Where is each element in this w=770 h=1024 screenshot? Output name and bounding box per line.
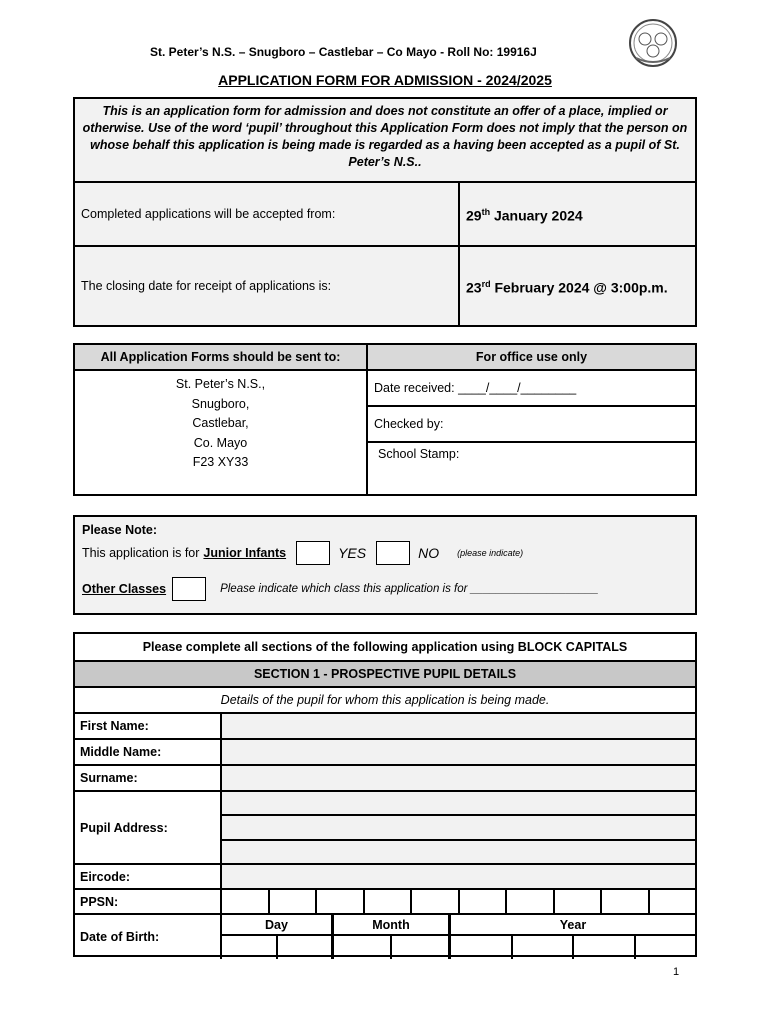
closing-date-label: The closing date for receipt of applications is:	[75, 247, 460, 325]
dob-year-cell[interactable]	[636, 936, 696, 959]
ppsn-char-cell[interactable]	[270, 890, 318, 913]
no-label: NO	[418, 545, 440, 561]
closing-date: 23rd February 2024 @ 3:00p.m.	[466, 278, 668, 296]
accepted-from-row	[75, 183, 695, 247]
ppsn-cells	[222, 890, 695, 913]
ppsn-char-cell[interactable]	[365, 890, 413, 913]
which-class-field[interactable]: Please indicate which class this application is for ____________________	[220, 583, 599, 595]
other-classes-row	[82, 577, 688, 601]
school-header-line: St. Peter’s N.S. – Snugboro – Castlebar – Co Mayo - Roll No: 19916J	[150, 45, 537, 59]
surname-label: Surname:	[75, 766, 222, 790]
dob-month-group	[334, 915, 451, 959]
school-crest-logo	[628, 18, 678, 68]
ppsn-row	[75, 890, 695, 915]
dob-day-group	[222, 915, 334, 959]
date-of-birth-label: Date of Birth:	[75, 915, 222, 959]
yes-label: YES	[338, 545, 367, 561]
send-to-heading: All Application Forms should be sent to:	[75, 345, 366, 371]
eircode-label: Eircode:	[75, 865, 222, 888]
dob-day-cell[interactable]	[222, 936, 278, 959]
address-line-1-field[interactable]	[222, 792, 695, 816]
block-capitals-instruction: Please complete all sections of the following application using BLOCK CAPITALS	[75, 634, 695, 662]
eircode-row	[75, 865, 695, 890]
closing-date-row	[75, 247, 695, 325]
address-line-2-field[interactable]	[222, 816, 695, 840]
middle-name-label: Middle Name:	[75, 740, 222, 764]
middle-name-field[interactable]	[222, 740, 695, 764]
send-to-column	[75, 345, 368, 494]
application-for-label: This application is for	[82, 546, 200, 560]
address-line: St. Peter’s N.S.,	[175, 377, 266, 391]
address-line-3-field[interactable]	[222, 841, 695, 863]
address-line: F23 XY33	[192, 455, 249, 469]
disclaimer-text: This is an application form for admission and does not constitute an offer of a place, implied or otherwise. Use of the word ‘pupil’ throughout this Application Form does not imply that the person on whose behalf this application is being made is regarded as a having been accepted as a pupil of St. Peter’s N.S..	[75, 99, 695, 183]
pupil-address-row	[75, 792, 695, 865]
first-name-row	[75, 714, 695, 740]
note-title: Please Note:	[82, 523, 158, 537]
please-note-box	[73, 515, 697, 615]
dob-year-cell[interactable]	[574, 936, 636, 959]
address-office-box	[73, 343, 697, 496]
no-checkbox[interactable]	[376, 541, 410, 565]
middle-name-row	[75, 740, 695, 766]
date-of-birth-row	[75, 915, 695, 959]
office-use-column	[368, 345, 695, 494]
yes-checkbox[interactable]	[296, 541, 330, 565]
date-of-birth-grid	[222, 915, 695, 959]
first-name-field[interactable]	[222, 714, 695, 738]
ppsn-label: PPSN:	[75, 890, 222, 913]
dob-year-header: Year	[451, 915, 695, 936]
ppsn-char-cell[interactable]	[460, 890, 508, 913]
dob-year-cell[interactable]	[513, 936, 575, 959]
checked-by-field: Checked by:	[368, 407, 695, 443]
school-stamp-field	[368, 443, 695, 494]
address-line: Snugboro,	[191, 396, 250, 411]
accepted-from-date: 29th January 2024	[466, 206, 583, 224]
other-classes-checkbox[interactable]	[172, 577, 206, 601]
address-line: Co. Mayo	[193, 435, 248, 450]
dob-month-header: Month	[334, 915, 448, 936]
dob-month-cell[interactable]	[334, 936, 392, 959]
address-line: Castlebar,	[192, 416, 249, 430]
junior-infants-row	[82, 541, 688, 565]
please-indicate-hint: (please indicate)	[457, 548, 524, 558]
ppsn-char-cell[interactable]	[507, 890, 555, 913]
section-1-title: SECTION 1 - PROSPECTIVE PUPIL DETAILS	[75, 662, 695, 688]
pupil-address-fields	[222, 792, 695, 863]
section-1-subtitle: Details of the pupil for whom this application is being made.	[75, 688, 695, 714]
intro-box	[73, 97, 697, 327]
form-title: APPLICATION FORM FOR ADMISSION - 2024/2025	[218, 72, 552, 88]
first-name-label: First Name:	[75, 714, 222, 738]
dob-day-cell[interactable]	[278, 936, 332, 959]
surname-field[interactable]	[222, 766, 695, 790]
office-use-heading: For office use only	[368, 345, 695, 371]
ppsn-char-cell[interactable]	[555, 890, 603, 913]
junior-infants-label: Junior Infants	[203, 546, 287, 560]
dob-day-header: Day	[222, 915, 331, 936]
pupil-address-label: Pupil Address:	[75, 792, 222, 863]
ppsn-char-cell[interactable]	[602, 890, 650, 913]
section-1-table	[73, 632, 697, 957]
accepted-from-label: Completed applications will be accepted from:	[75, 183, 460, 245]
ppsn-char-cell[interactable]	[650, 890, 696, 913]
surname-row	[75, 766, 695, 792]
other-classes-label: Other Classes	[82, 582, 167, 596]
school-stamp-label: School Stamp:	[378, 447, 460, 461]
ppsn-char-cell[interactable]	[317, 890, 365, 913]
date-received-field: Date received: ____/____/________	[368, 371, 695, 407]
dob-year-group	[451, 915, 695, 959]
ppsn-char-cell[interactable]	[222, 890, 270, 913]
dob-month-cell[interactable]	[392, 936, 448, 959]
school-address	[75, 371, 366, 473]
page-number: 1	[673, 966, 680, 978]
eircode-field[interactable]	[222, 865, 695, 888]
dob-year-cell[interactable]	[451, 936, 513, 959]
ppsn-char-cell[interactable]	[412, 890, 460, 913]
